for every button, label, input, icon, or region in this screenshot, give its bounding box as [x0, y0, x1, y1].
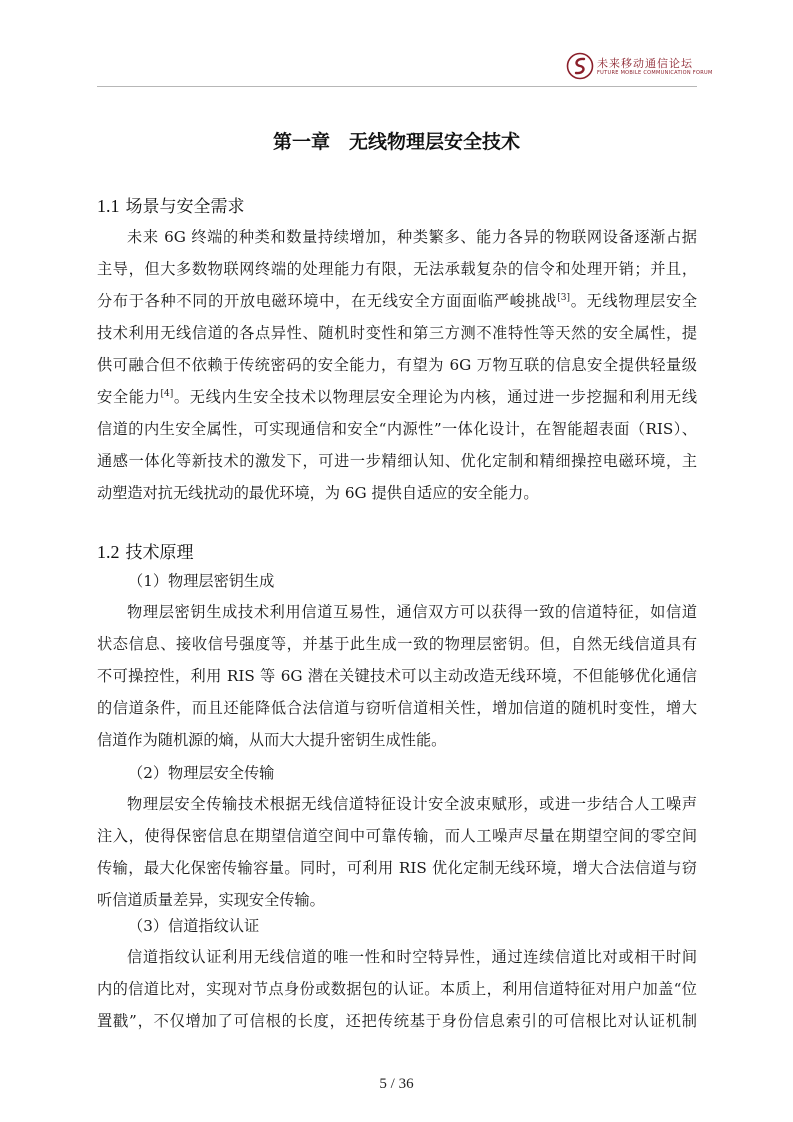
section-1-1-paragraph [97, 221, 697, 509]
paragraph-line: 动塑造对抗无线扰动的最优环境，为 6G 提供自适应的安全能力。 [97, 484, 539, 502]
section-title: 场景与安全需求 [125, 197, 245, 217]
paragraph-line: 安全能力[4]。无线内生安全技术以物理层安全理论为内核，通过进一步挖掘和利用无线 [97, 388, 698, 406]
paragraph-line: 信道指纹认证利用无线信道的唯一性和时空特异性，通过连续信道比对或相干时间 [127, 948, 697, 966]
section-heading-1-1 [97, 192, 245, 217]
fingerprint-auth-paragraph [97, 941, 697, 1037]
section-number: 1.1 [97, 196, 120, 216]
paragraph-line: 注入，使得保密信息在期望信道空间中可靠传输，而人工噪声尽量在期望空间的零空间 [97, 827, 697, 845]
paragraph-line: 不可操控性，利用 RIS 等 6G 潜在关键技术可以主动改造无线环境，不但能够优化通信 [97, 667, 697, 685]
paragraph-line: 供可融合但不依赖于传统密码的安全能力，有望为 6G 万物互联的信息安全提供轻量级 [97, 356, 697, 374]
secure-transmission-paragraph [97, 788, 697, 916]
chapter-title: 第一章 无线物理层安全技术 [272, 131, 520, 153]
logo-english-text: FUTURE MOBILE COMMUNICATION FORUM [597, 70, 713, 76]
paragraph-line: 置戳”，不仅增加了可信根的长度，还把传统基于身份信息索引的可信根比对认证机制 [97, 1012, 697, 1030]
paragraph-line: 状态信息、接收信号强度等，并基于此生成一致的物理层密钥。但，自然无线信道具有 [97, 635, 697, 653]
logo-chinese-text: 未来移动通信论坛 [597, 57, 693, 70]
section-number: 1.2 [97, 542, 120, 562]
paragraph-line: 物理层安全传输技术根据无线信道特征设计安全波束赋形，或进一步结合人工噪声 [127, 795, 697, 813]
paragraph-line: 传输，最大化保密传输容量。同时，可利用 RIS 优化定制无线环境，增大合法信道与窃 [97, 859, 697, 877]
key-generation-paragraph [97, 596, 697, 756]
section-heading-1-2 [97, 538, 194, 563]
citation-ref[interactable]: [3] [557, 292, 571, 303]
paragraph-line: 未来 6G 终端的种类和数量持续增加，种类繁多、能力各异的物联网设备逐渐占据 [127, 228, 697, 246]
paragraph-line: 物理层密钥生成技术利用信道互易性，通信双方可以获得一致的信道特征，如信道 [127, 603, 697, 621]
subsection-heading-fingerprint-auth: （3）信道指纹认证 [128, 917, 260, 935]
forum-logo [566, 52, 713, 82]
paragraph-line: 分布于各种不同的开放电磁环境中，在无线安全方面面临严峻挑战[3]。无线物理层安全 [97, 292, 698, 310]
subsection-heading-key-generation: （1）物理层密钥生成 [128, 572, 275, 590]
paragraph-line: 主导，但大多数物联网终端的处理能力有限，无法承载复杂的信令和处理开销；并且， [97, 260, 697, 278]
paragraph-line: 内的信道比对，实现对节点身份或数据包的认证。本质上，利用信道特征对用户加盖“位 [97, 980, 697, 998]
paragraph-line: 通感一体化等新技术的激发下，可进一步精细认知、优化定制和精细操控电磁环境，主 [97, 452, 697, 470]
paragraph-line: 信道作为随机源的熵，从而大大提升密钥生成性能。 [97, 731, 447, 749]
section-title: 技术原理 [125, 543, 194, 563]
paragraph-line: 技术利用无线信道的各点异性、随机时变性和第三方测不准特性等天然的安全属性，提 [97, 324, 697, 342]
subsection-heading-secure-transmission: （2）物理层安全传输 [128, 764, 275, 782]
citation-ref[interactable]: [4] [160, 388, 174, 399]
paragraph-line: 信道的内生安全属性，可实现通信和安全“内源性”一体化设计，在智能超表面（RIS）、 [97, 420, 697, 438]
paragraph-line: 的信道条件，而且还能降低合法信道与窃听信道相关性，增加信道的随机时变性，增大 [97, 699, 697, 717]
page-number: 5 / 36 [379, 1076, 414, 1092]
paragraph-line: 听信道质量差异，实现安全传输。 [97, 891, 325, 909]
forum-logo-icon [566, 52, 594, 80]
header-divider [97, 86, 697, 87]
